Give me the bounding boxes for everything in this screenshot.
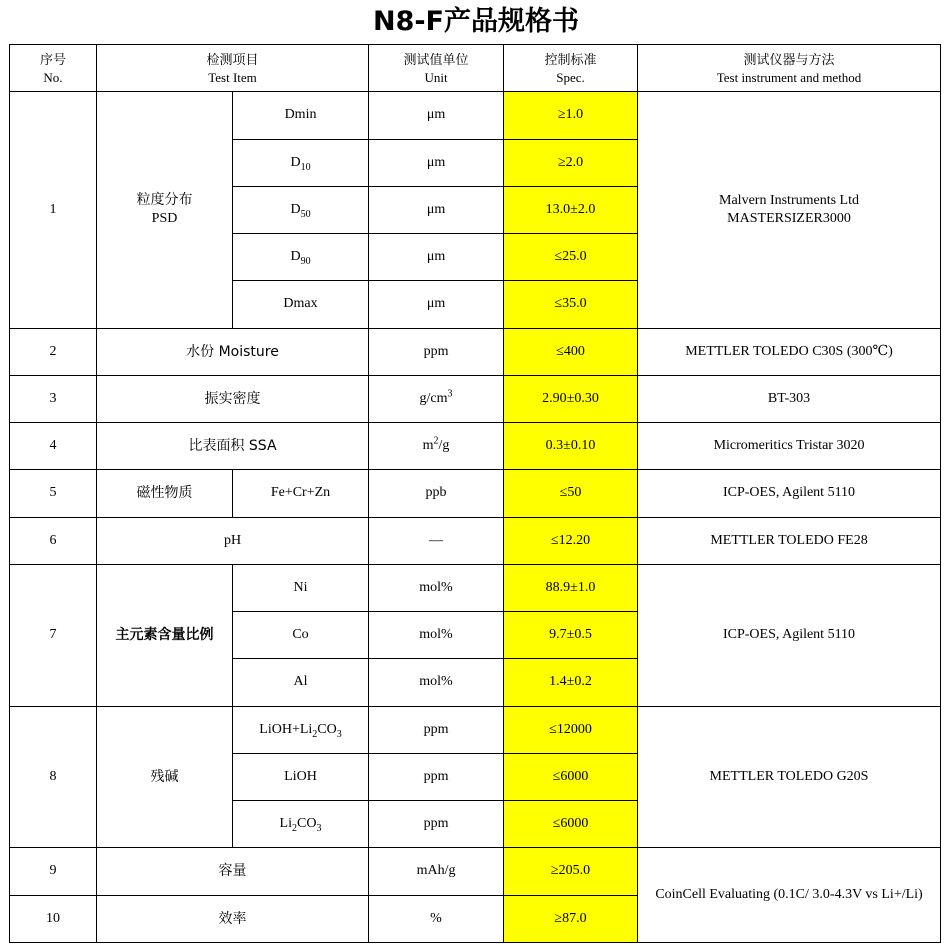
row-no: 4 [10, 423, 97, 470]
spec-cell: ≤25.0 [504, 234, 638, 281]
row-no: 2 [10, 328, 97, 375]
unit-cell: mol% [369, 659, 504, 706]
row-no: 5 [10, 470, 97, 517]
unit-cell: ppm [369, 753, 504, 800]
spec-cell: 9.7±0.5 [504, 612, 638, 659]
param-cell: $LiOH+Li_2CO_3$ [233, 706, 369, 753]
header-no: 序号 No. [10, 45, 97, 92]
table-row [10, 706, 941, 753]
method-cell: CoinCell Evaluating (0.1C/ 3.0-4.3V vs Li+/Li) [638, 848, 941, 943]
header-item: 检测项目 Test Item [97, 45, 369, 92]
spec-cell: ≥87.0 [504, 895, 638, 943]
document-title: N8-F产品规格书 [372, 6, 580, 37]
param-cell: LiOH [233, 753, 369, 800]
unit-cell: ppm [369, 328, 504, 375]
item-name: 水份 Moisture [97, 328, 369, 375]
param-cell: $D_{10}$ [233, 139, 369, 186]
param-cell: Al [233, 659, 369, 706]
table-row [10, 328, 941, 375]
table-row [10, 375, 941, 422]
item-name: 粒度分布 PSD [97, 92, 233, 328]
method-cell: METTLER TOLEDO G20S [638, 706, 941, 848]
item-name: 残碱 [97, 706, 233, 848]
unit-cell: ppm [369, 706, 504, 753]
param-cell: $D_{50}$ [233, 186, 369, 233]
item-name: 效率 [97, 895, 369, 943]
method-cell: ICP-OES, Agilent 5110 [638, 470, 941, 517]
spec-cell: ≤35.0 [504, 281, 638, 328]
spec-table [9, 44, 941, 943]
row-no: 1 [10, 92, 97, 328]
item-name: 比表面积 SSA [97, 423, 369, 470]
spec-cell: ≥2.0 [504, 139, 638, 186]
unit-cell: μm [369, 139, 504, 186]
unit-cell: μm [369, 92, 504, 139]
row-no: 8 [10, 706, 97, 848]
item-name: 主元素含量比例 [97, 564, 233, 706]
spec-cell: 0.3±0.10 [504, 423, 638, 470]
header-method: 测试仪器与方法 Test instrument and method [638, 45, 941, 92]
unit-cell: mAh/g [369, 848, 504, 895]
param-cell: Ni [233, 564, 369, 611]
method-cell: ICP-OES, Agilent 5110 [638, 564, 941, 706]
method-cell: Malvern Instruments Ltd MASTERSIZER3000 [638, 92, 941, 328]
row-no: 6 [10, 517, 97, 564]
unit-cell: μm [369, 186, 504, 233]
row-no: 9 [10, 848, 97, 895]
spec-cell: ≤12.20 [504, 517, 638, 564]
unit-cell: $m^2/g$ [369, 423, 504, 470]
row-no: 10 [10, 895, 97, 943]
spec-cell: 2.90±0.30 [504, 375, 638, 422]
table-row [10, 423, 941, 470]
spec-cell: ≥205.0 [504, 848, 638, 895]
param-cell: $Li_2CO_3$ [233, 801, 369, 848]
spec-cell: ≤12000 [504, 706, 638, 753]
item-name: 振实密度 [97, 375, 369, 422]
item-name: 容量 [97, 848, 369, 895]
method-cell: Micromeritics Tristar 3020 [638, 423, 941, 470]
param-cell: Co [233, 612, 369, 659]
unit-cell: $g/cm^3$ [369, 375, 504, 422]
unit-cell: mol% [369, 612, 504, 659]
spec-cell: 88.9±1.0 [504, 564, 638, 611]
table-row [10, 564, 941, 611]
unit-cell: μm [369, 281, 504, 328]
param-cell: Dmax [233, 281, 369, 328]
unit-cell: μm [369, 234, 504, 281]
unit-cell: ppb [369, 470, 504, 517]
param-cell: Dmin [233, 92, 369, 139]
table-row [10, 848, 941, 895]
item-name: pH [97, 517, 369, 564]
unit-cell: ppm [369, 801, 504, 848]
table-row [10, 92, 941, 139]
unit-cell: % [369, 895, 504, 943]
table-row [10, 517, 941, 564]
row-no: 7 [10, 564, 97, 706]
spec-cell: 13.0±2.0 [504, 186, 638, 233]
header-unit: 测试值单位 Unit [369, 45, 504, 92]
method-cell: METTLER TOLEDO C30S (300℃) [638, 328, 941, 375]
spec-cell: ≤6000 [504, 753, 638, 800]
unit-cell: mol% [369, 564, 504, 611]
header-row [10, 45, 941, 92]
spec-cell: ≤6000 [504, 801, 638, 848]
unit-cell: — [369, 517, 504, 564]
header-spec: 控制标准 Spec. [504, 45, 638, 92]
method-cell: BT-303 [638, 375, 941, 422]
item-name: 磁性物质 [97, 470, 233, 517]
spec-cell: ≤50 [504, 470, 638, 517]
param-cell: $D_{90}$ [233, 234, 369, 281]
param-cell: Fe+Cr+Zn [233, 470, 369, 517]
spec-cell: ≥1.0 [504, 92, 638, 139]
method-cell: METTLER TOLEDO FE28 [638, 517, 941, 564]
spec-cell: 1.4±0.2 [504, 659, 638, 706]
table-row [10, 470, 941, 517]
spec-cell: ≤400 [504, 328, 638, 375]
row-no: 3 [10, 375, 97, 422]
